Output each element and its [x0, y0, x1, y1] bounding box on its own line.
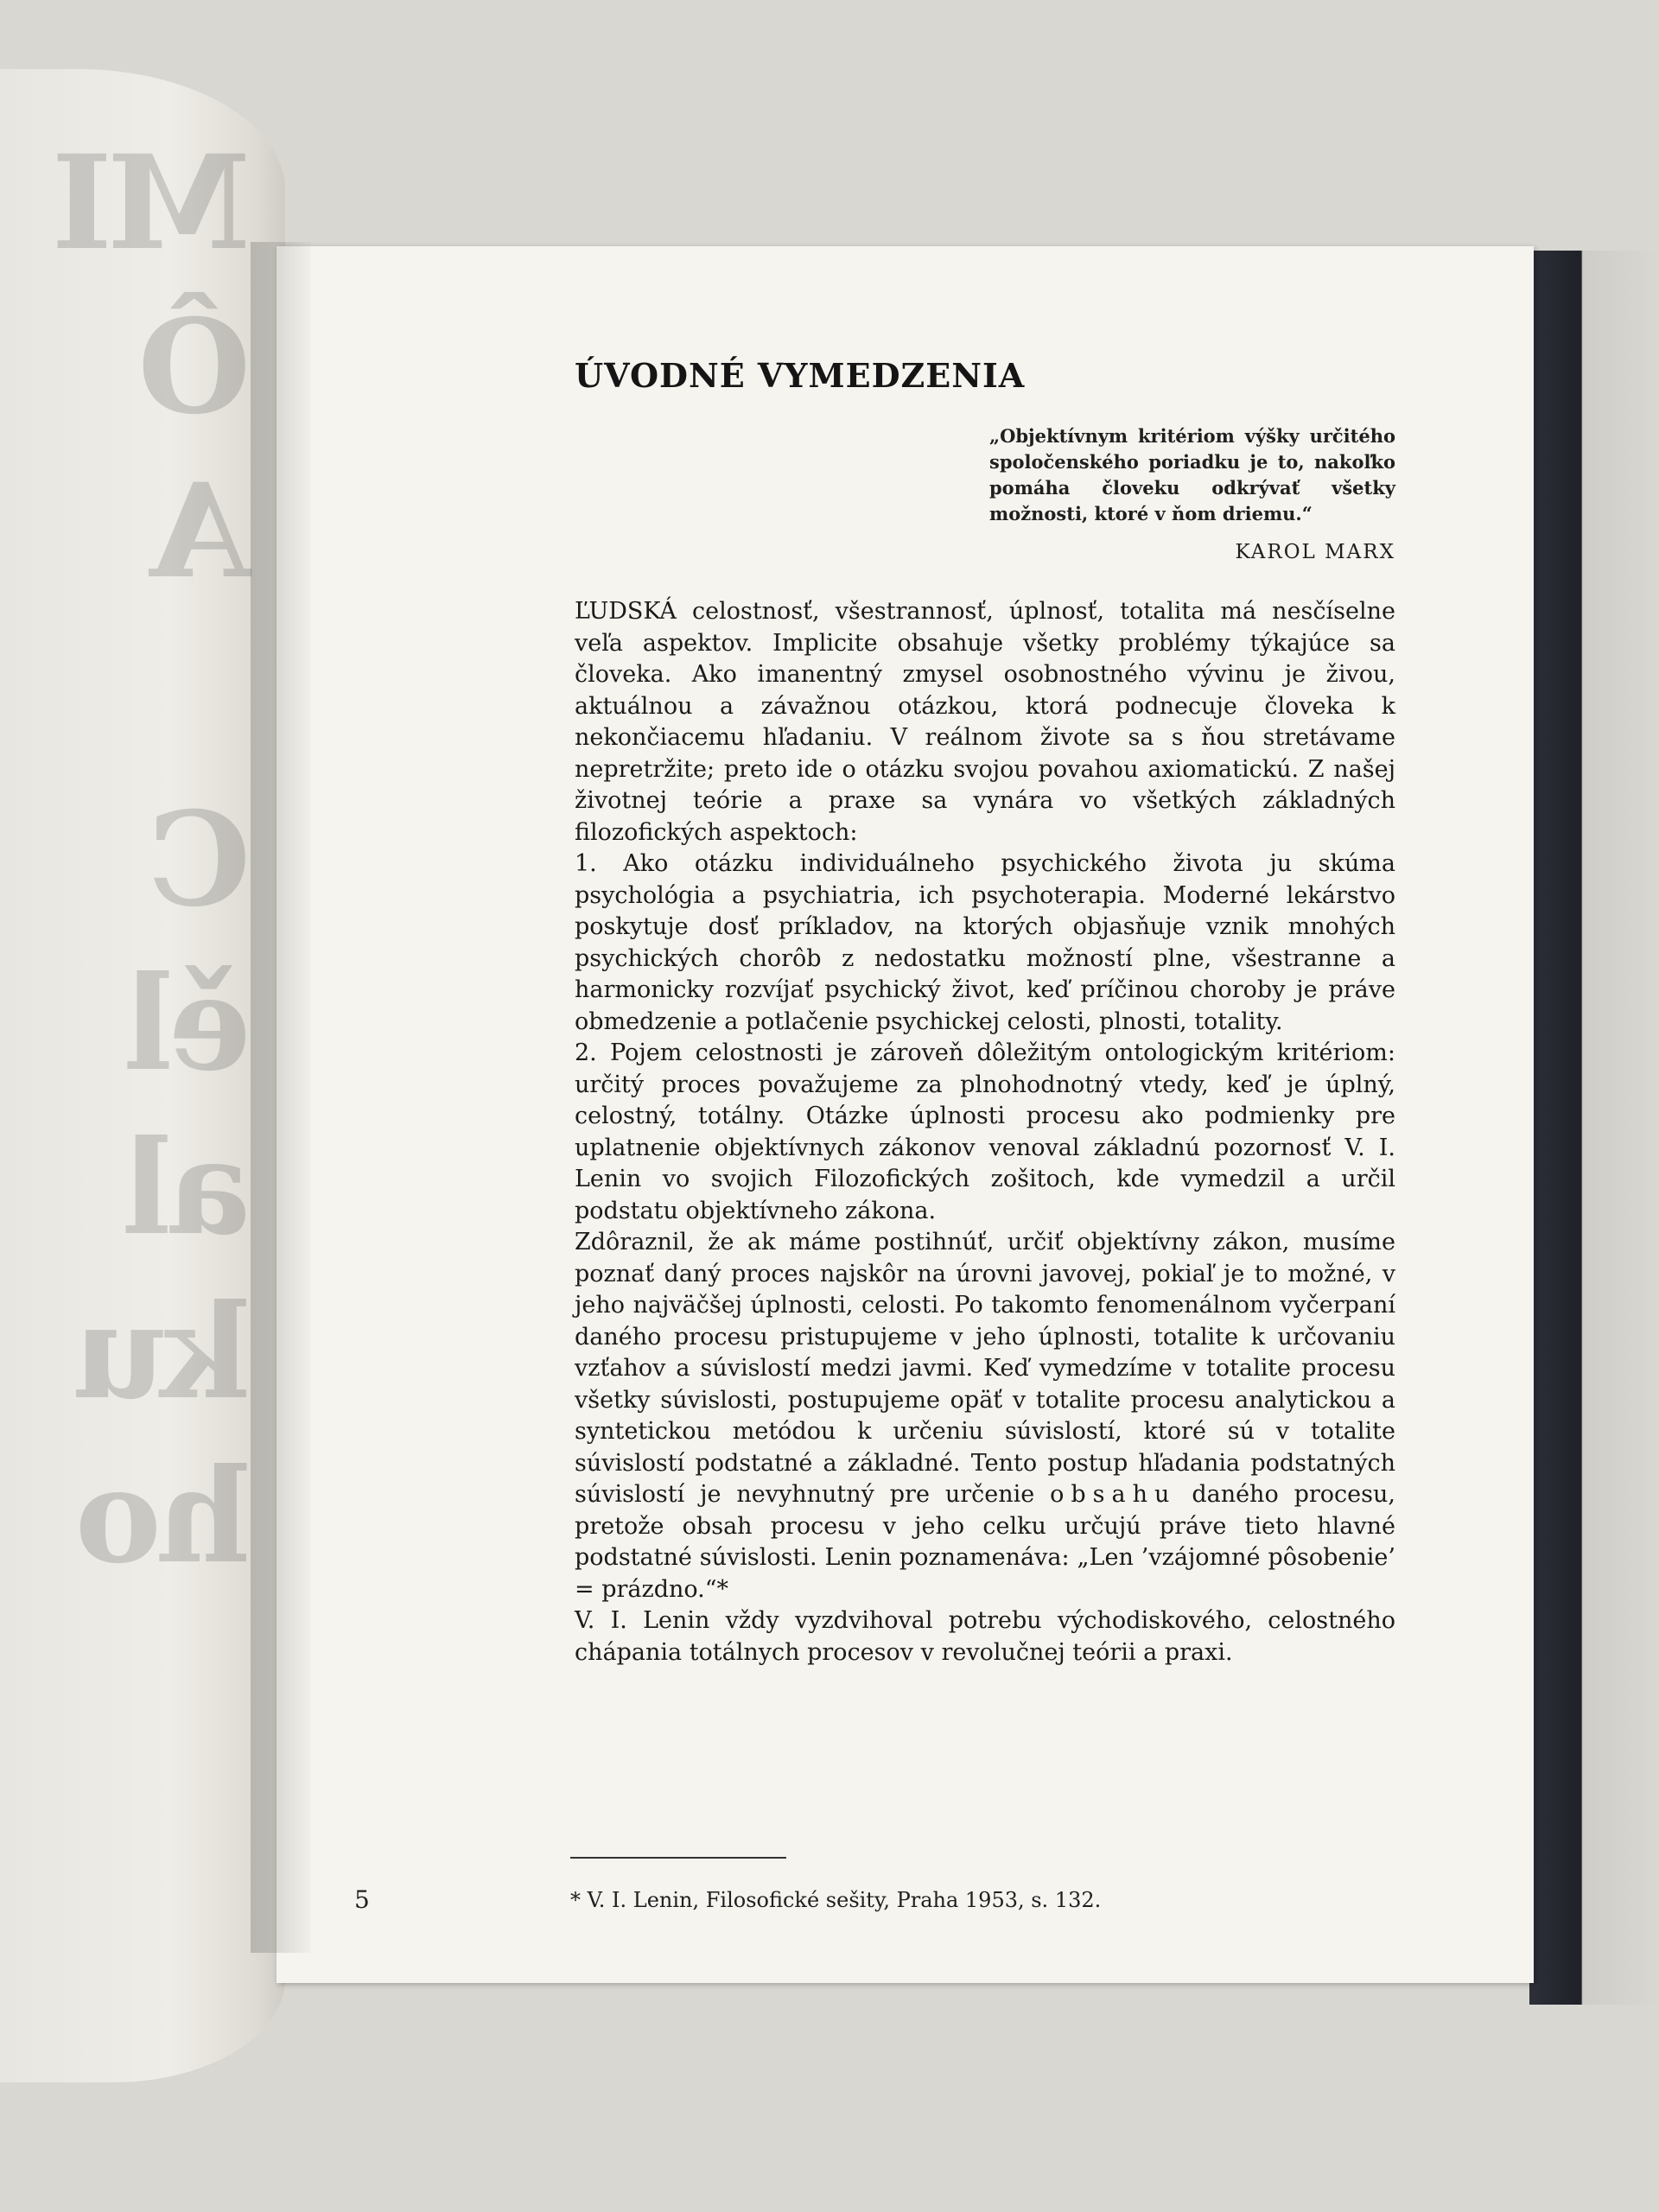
paragraph-closing: V. I. Lenin vždy vyzdvihoval potrebu východiskového, celostného chápania totálnych procesov v revolučnej teórii a praxi. [575, 1607, 1395, 1666]
right-page [276, 246, 1534, 1983]
page-number: 5 [354, 1885, 370, 1914]
footnote-divider [570, 1857, 786, 1859]
epigraph-quote: „Objektívnym kritériom výšky určitého spoločenského poriadku je to, nakoľko pomáha človeku odkrývať všetky možnosti, ktoré v ňom driemu.“ [989, 425, 1395, 524]
page-content [575, 354, 1395, 1669]
epigraph-author: KAROL MARX [1235, 541, 1395, 563]
book-cover-edge [1529, 251, 1659, 2005]
show-through-print: MI Ô A C ěl al ku ho [56, 127, 251, 1592]
paragraph-point-2: 2. Pojem celostnosti je zároveň dôležitým ontologickým kritériom: určitý proces považujeme za plnohodnotný vtedy, keď je úplný, celostný, totálny. Otázke úplnosti procesu ako podmienky pre uplatnenie objektívnych zákonov venoval základnú pozornosť V. I. Lenin vo svojich Filozofických zošitoch, kde vymedzil a určil podstatu objektívneho zákona. [575, 1039, 1395, 1224]
paragraph-lenin-method [575, 1227, 1395, 1605]
paragraph-point-1: 1. Ako otázku individuálneho psychického života ju skúma psychológia a psychiatria, ich psychoterapia. Moderné lekárstvo poskytuje dosť príkladov, na ktorých objasňuje vznik mnohých psychických chorôb z nedostatku možností plne, všestranne a harmonicky rozvíjať psychický život, keď príčinou choroby je práve obmedzenie a potlačenie psychickej celosti, plnosti, totality. [575, 850, 1395, 1035]
paragraph-text: Zdôraznil, že ak máme postihnúť, určiť objektívny zákon, musíme poznať daný proces najskôr na úrovni javovej, pokiaľ je to možné, v jeho najväčšej úplnosti, celosti. Po takomto fenomenálnom vyčerpaní daného procesu pristupujeme v jeho úplnosti, totalite k určovaniu vzťahov a súvislostí medzi javmi. Keď vymedzíme v totalite procesu všetky súvislosti, postupujeme opäť v totalite procesu analytickou a syntetickou metódou k určeniu súvislostí, ktoré sú v totalite súvislostí podstatné a základné. Tento postup hľadania podstatných súvislostí je nevyhnutný pre určenie [575, 1229, 1395, 1508]
paragraph-text: daného procesu, pretože obsah procesu v jeho celku určujú práve tieto hlavné podstatné súvislosti. Lenin poznamenáva: „Len ’vzájomné pôsobenie’ = prázdno.“* [575, 1481, 1395, 1603]
body-text [575, 596, 1395, 1669]
footnote: * V. I. Lenin, Filosofické sešity, Praha 1953, s. 132. [570, 1888, 1102, 1912]
left-page [0, 69, 285, 2082]
spine-shadow [251, 242, 311, 1953]
chapter-title: ÚVODNÉ VYMEDZENIA [575, 356, 1026, 395]
paragraph-intro: ĽUDSKÁ celostnosť, všestrannosť, úplnosť, totalita má nesčíselne veľa aspektov. Implicite obsahuje všetky problémy týkajúce sa človeka. Ako imanentný zmysel osobnostného vývinu je živou, aktuálnou a závažnou otázkou, ktorá podnecuje človeka k nekončiacemu hľadaniu. V reálnom živote sa s ňou stretávame nepretržite; preto ide o otázku svojou povahou axiomatickú. Z našej životnej teórie a praxe sa vynára vo všetkých základných filozofických aspektoch: [575, 598, 1395, 846]
spaced-emphasis: obsahu [1050, 1481, 1177, 1508]
